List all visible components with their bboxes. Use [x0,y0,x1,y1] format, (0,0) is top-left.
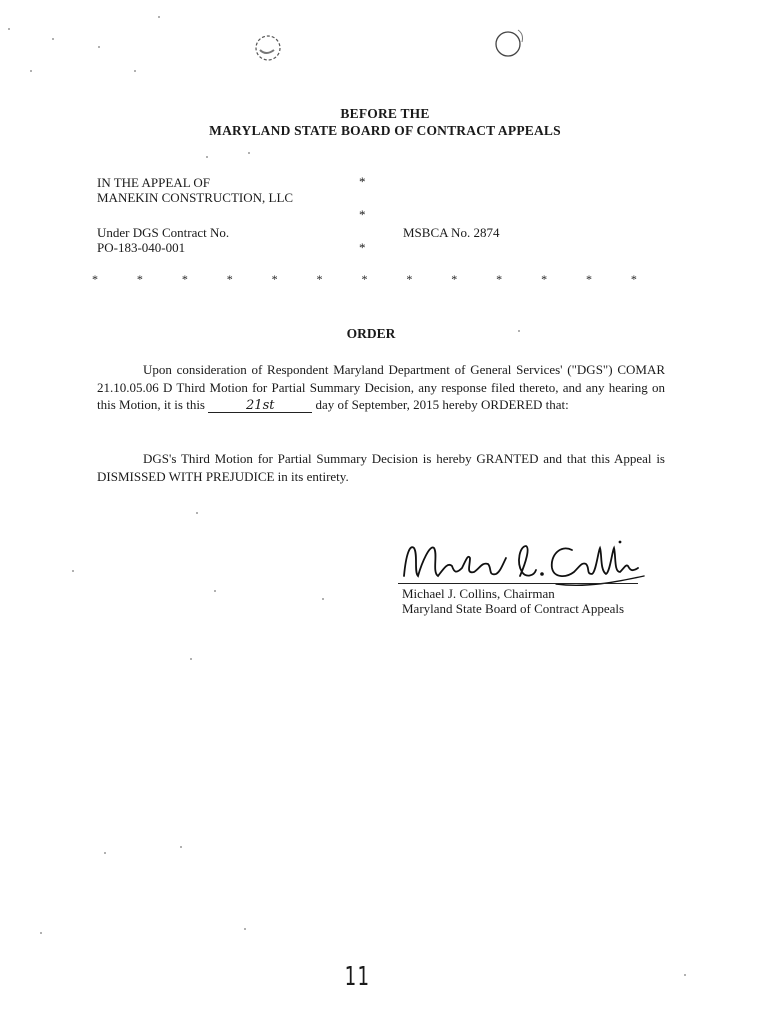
divider-star: * [451,272,458,286]
scan-speck [180,846,182,848]
scan-speck [206,156,208,158]
scan-speck [72,570,74,572]
header-line-2: MARYLAND STATE BOARD OF CONTRACT APPEALS [209,123,561,138]
order-paragraph-1-text-end: day of September, 2015 hereby ORDERED that: [315,397,569,412]
divider-star: * [406,272,413,286]
order-paragraph-1-text: Upon consideration of Respondent Maryland Department of General Services' ("DGS") COMAR 21.10.05.06 D Third Motion for Partial Summary Decision, any response filed thereto, and any hearing on this Motion, it is this [97,362,665,412]
scan-speck [52,38,54,40]
divider-star: * [181,272,188,286]
caption-star: * [359,174,366,189]
punch-hole-left-icon [250,28,290,68]
divider-star: * [541,272,548,286]
divider-star: * [136,272,143,286]
scan-speck [40,932,42,934]
punch-hole-right-icon [488,22,532,62]
handwritten-day: 21st [208,399,312,413]
divider-star: * [361,272,368,286]
scan-speck [158,16,160,18]
divider-star: * [630,272,637,286]
divider-star: * [271,272,278,286]
signer-board: Maryland State Board of Contract Appeals [402,601,625,616]
scan-speck [196,512,198,514]
header-line-1: BEFORE THE [340,106,430,121]
divider-star: * [316,272,323,286]
scan-speck [248,152,250,154]
scan-speck [104,852,106,854]
scan-speck [244,928,246,930]
caption-star: * [359,240,366,255]
divider-star: * [92,272,98,286]
order-paragraph-2-text: DGS's Third Motion for Partial Summary Decision is hereby GRANTED and that this Appeal is DISMISSED WITH PREJUDICE in its entirety. [97,451,665,484]
star-divider [92,272,637,287]
scan-speck [322,598,324,600]
order-title: ORDER [346,326,396,341]
scan-speck [214,590,216,592]
contract-line-1: Under DGS Contract No. [97,225,230,240]
scan-speck [8,28,10,30]
scan-speck [190,658,192,660]
signer-name-title: Michael J. Collins, Chairman [402,586,555,601]
docket-number: MSBCA No. 2874 [403,225,500,240]
appeal-line-2: MANEKIN CONSTRUCTION, LLC [97,190,294,205]
page-number: 11 [344,962,371,992]
divider-star: * [496,272,503,286]
order-paragraph-2 [97,450,665,485]
appeal-line-1: IN THE APPEAL OF [97,175,211,190]
scan-speck [134,70,136,72]
divider-star: * [585,272,592,286]
caption-star: * [359,207,366,222]
scan-speck [684,974,686,976]
order-paragraph-1 [97,361,665,414]
scan-speck [98,46,100,48]
contract-line-2: PO-183-040-001 [97,240,186,255]
divider-star: * [226,272,233,286]
signature-line [398,583,638,584]
scan-speck [30,70,32,72]
